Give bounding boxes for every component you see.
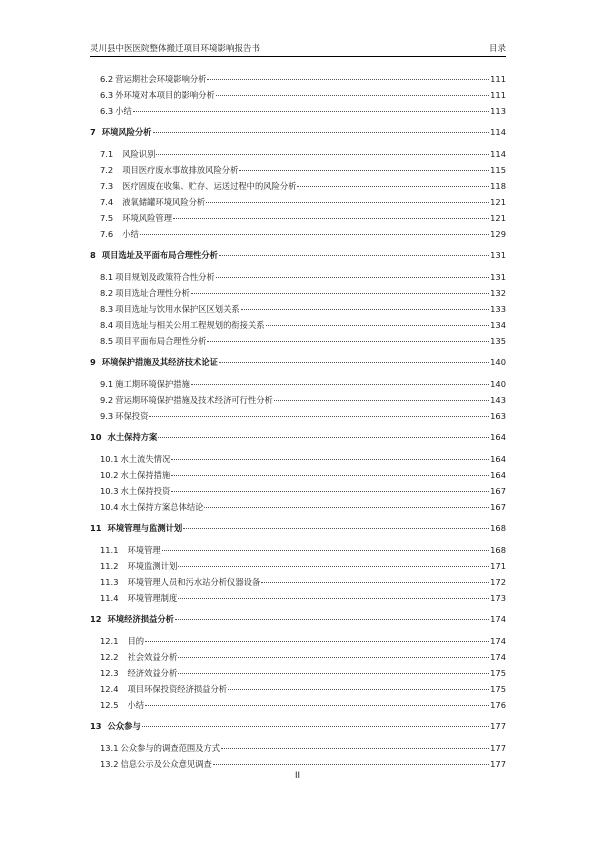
dot-leader (173, 218, 489, 219)
toc-entry-title: 环境监测计划 (127, 561, 178, 571)
toc-entry-title: 信息公示及公众意见调查 (120, 759, 212, 769)
toc-entry-title: 环境经济损益分析 (107, 614, 174, 624)
toc-section-entry[interactable] (90, 195, 506, 210)
toc-entry-page: 172 (490, 577, 506, 587)
toc-entry-title: 医疗固废在收集、贮存、运送过程中的风险分析 (122, 181, 297, 191)
toc-entry-number: 13.2 (100, 759, 119, 769)
toc-entry-number: 10.4 (100, 502, 119, 512)
dot-leader (216, 277, 489, 278)
page-number: II (294, 771, 300, 781)
toc-entry-title: 环境管理制度 (127, 593, 178, 603)
toc-entry-title: 项目规划及政策符合性分析 (115, 272, 215, 282)
toc-entry-number: 11.4 (100, 593, 119, 603)
toc-entry-number: 7.5 (100, 213, 114, 223)
toc-section-entry[interactable] (90, 104, 506, 119)
toc-entry-number: 8.5 (100, 336, 114, 346)
dot-leader (219, 255, 489, 256)
toc-entry-number: 12 (90, 614, 102, 624)
toc-entry-title: 液氧储罐环境风险分析 (122, 197, 206, 207)
toc-chapter-entry[interactable] (90, 430, 506, 445)
dot-leader (241, 309, 489, 310)
dot-leader (171, 475, 489, 476)
toc-entry-number: 7.4 (100, 197, 114, 207)
toc-section-entry[interactable] (90, 227, 506, 242)
toc-entry-page: 121 (490, 213, 506, 223)
toc-entry-page: 175 (490, 684, 506, 694)
toc-entry-page: 177 (490, 759, 506, 769)
toc-entry-page: 176 (490, 700, 506, 710)
toc-entry-page: 129 (490, 229, 506, 239)
toc-entry-number: 9.2 (100, 395, 114, 405)
toc-entry-page: 132 (490, 288, 506, 298)
dot-leader (274, 400, 489, 401)
toc-entry-page: 164 (490, 470, 506, 480)
dot-leader (175, 619, 489, 620)
toc-entry-title: 项目选址与相关公用工程规划的衔接关系 (115, 320, 265, 330)
toc-entry-number: 7.3 (100, 181, 114, 191)
toc-section-entry[interactable] (90, 409, 506, 424)
toc-section-entry[interactable] (90, 334, 506, 349)
toc-entry-title: 外环境对本项目的影响分析 (115, 90, 215, 100)
toc-section-entry[interactable] (90, 270, 506, 285)
dot-leader (178, 657, 489, 658)
toc-entry-page: 168 (490, 523, 506, 533)
dot-leader (140, 234, 489, 235)
toc-entry-title: 营运期环境保护措施及技术经济可行性分析 (115, 395, 273, 405)
dot-leader (153, 132, 490, 133)
toc-entry-title: 施工期环境保护措施 (115, 379, 190, 389)
table-of-contents (90, 71, 506, 772)
toc-entry-number: 8.2 (100, 288, 114, 298)
toc-chapter-entry[interactable] (90, 125, 506, 140)
toc-entry-page: 111 (490, 90, 506, 100)
page-header (90, 40, 506, 57)
toc-entry-number: 6.3 (100, 90, 114, 100)
dot-leader (162, 550, 489, 551)
toc-entry-page: 115 (490, 165, 506, 175)
toc-section-entry[interactable] (90, 591, 506, 606)
toc-section-entry[interactable] (90, 575, 506, 590)
toc-section-entry[interactable] (90, 698, 506, 713)
toc-entry-page: 175 (490, 668, 506, 678)
toc-section-entry[interactable] (90, 543, 506, 558)
toc-section-entry[interactable] (90, 666, 506, 681)
toc-entry-title: 风险识别 (122, 149, 156, 159)
dot-leader (171, 491, 489, 492)
dot-leader (213, 764, 489, 765)
dot-leader (171, 459, 489, 460)
toc-entry-number: 6.2 (100, 74, 114, 84)
dot-leader (239, 170, 489, 171)
toc-entry-title: 环境风险管理 (122, 213, 172, 223)
toc-entry-number: 10.2 (100, 470, 119, 480)
toc-entry-number: 10 (90, 432, 102, 442)
toc-section-entry[interactable] (90, 484, 506, 499)
toc-entry-page: 121 (490, 197, 506, 207)
toc-entry-title: 环境管理与监测计划 (107, 523, 183, 533)
toc-entry-title: 项目医疗废水事故排放风险分析 (122, 165, 239, 175)
toc-entry-title: 水土流失情况 (120, 454, 171, 464)
toc-entry-number: 8 (90, 250, 96, 260)
toc-section-entry[interactable] (90, 650, 506, 665)
toc-entry-number: 8.1 (100, 272, 114, 282)
toc-section-entry[interactable] (90, 147, 506, 162)
toc-entry-number: 10.3 (100, 486, 119, 496)
toc-section-entry[interactable] (90, 88, 506, 103)
dot-leader (191, 293, 489, 294)
toc-entry-page: 163 (490, 411, 506, 421)
toc-section-entry[interactable] (90, 393, 506, 408)
toc-entry-title: 环境管理 (127, 545, 161, 555)
toc-entry-number: 9.3 (100, 411, 114, 421)
toc-entry-title: 社会效益分析 (127, 652, 178, 662)
toc-entry-title: 水土保持方案总体结论 (120, 502, 204, 512)
toc-entry-page: 135 (490, 336, 506, 346)
toc-section-entry[interactable] (90, 500, 506, 515)
toc-entry-page: 173 (490, 593, 506, 603)
toc-entry-page: 167 (490, 502, 506, 512)
toc-chapter-entry[interactable] (90, 612, 506, 627)
toc-entry-number: 12.4 (100, 684, 119, 694)
toc-entry-page: 174 (490, 614, 506, 624)
toc-entry-number: 11.1 (100, 545, 119, 555)
toc-entry-number: 7.1 (100, 149, 114, 159)
toc-section-entry[interactable] (90, 468, 506, 483)
dot-leader (261, 582, 489, 583)
toc-entry-number: 11 (90, 523, 102, 533)
toc-entry-title: 项目平面布局合理性分析 (115, 336, 207, 346)
dot-leader (145, 641, 489, 642)
toc-entry-number: 9 (90, 357, 96, 367)
toc-entry-page: 113 (490, 106, 506, 116)
toc-entry-number: 10.1 (100, 454, 119, 464)
toc-entry-number: 7 (90, 127, 96, 137)
toc-entry-title: 营运期社会环境影响分析 (115, 74, 207, 84)
toc-entry-number: 13.1 (100, 743, 119, 753)
toc-entry-number: 6.3 (100, 106, 114, 116)
toc-entry-number: 11.3 (100, 577, 119, 587)
toc-entry-page: 164 (490, 432, 506, 442)
toc-entry-page: 131 (490, 272, 506, 282)
dot-leader (206, 202, 489, 203)
toc-entry-page: 118 (490, 181, 506, 191)
toc-entry-title: 水土保持措施 (120, 470, 171, 480)
toc-entry-page: 177 (490, 721, 506, 731)
dot-leader (228, 689, 489, 690)
toc-entry-page: 177 (490, 743, 506, 753)
toc-entry-title: 目的 (127, 636, 145, 646)
toc-entry-title: 公众参与 (107, 721, 141, 731)
dot-leader (133, 111, 489, 112)
toc-entry-title: 项目选址合理性分析 (115, 288, 190, 298)
toc-entry-title: 水土保持投资 (120, 486, 171, 496)
toc-entry-page: 171 (490, 561, 506, 571)
toc-entry-title: 环境风险分析 (101, 127, 152, 137)
toc-section-entry[interactable] (90, 377, 506, 392)
toc-entry-title: 项目选址及平面布局合理性分析 (101, 250, 218, 260)
toc-entry-page: 111 (490, 74, 506, 84)
dot-leader (204, 507, 489, 508)
toc-entry-number: 8.3 (100, 304, 114, 314)
toc-section-entry[interactable] (90, 179, 506, 194)
toc-chapter-entry[interactable] (90, 248, 506, 263)
toc-section-entry[interactable] (90, 163, 506, 178)
toc-entry-title: 环保投资 (115, 411, 149, 421)
toc-entry-number: 7.2 (100, 165, 114, 175)
toc-section-entry[interactable] (90, 302, 506, 317)
toc-entry-page: 164 (490, 454, 506, 464)
toc-entry-page: 143 (490, 395, 506, 405)
dot-leader (191, 384, 489, 385)
toc-entry-title: 公众参与的调查范围及方式 (120, 743, 221, 753)
toc-entry-title: 小结 (127, 700, 145, 710)
toc-section-entry[interactable] (90, 211, 506, 226)
dot-leader (142, 726, 489, 727)
dot-leader (207, 79, 489, 80)
toc-section-entry[interactable] (90, 286, 506, 301)
toc-entry-number: 9.1 (100, 379, 114, 389)
dot-leader (178, 566, 489, 567)
toc-entry-number: 11.2 (100, 561, 119, 571)
toc-entry-number: 12.2 (100, 652, 119, 662)
toc-entry-page: 131 (490, 250, 506, 260)
toc-entry-number: 12.3 (100, 668, 119, 678)
toc-section-entry[interactable] (90, 452, 506, 467)
toc-entry-page: 140 (490, 379, 506, 389)
toc-entry-title: 小结 (115, 106, 132, 116)
toc-entry-title: 环境管理人员和污水站分析仪器设备 (127, 577, 261, 587)
toc-entry-page: 134 (490, 320, 506, 330)
section-label: 目录 (488, 44, 506, 54)
dot-leader (178, 673, 489, 674)
toc-entry-title: 环境保护措施及其经济技术论证 (101, 357, 218, 367)
toc-entry-title: 小结 (122, 229, 139, 239)
dot-leader (266, 325, 490, 326)
toc-entry-page: 174 (490, 636, 506, 646)
toc-entry-number: 13 (90, 721, 102, 731)
toc-section-entry[interactable] (90, 741, 506, 756)
toc-entry-number: 12.5 (100, 700, 119, 710)
toc-section-entry[interactable] (90, 682, 506, 697)
toc-section-entry[interactable] (90, 559, 506, 574)
toc-chapter-entry[interactable] (90, 719, 506, 734)
dot-leader (145, 705, 489, 706)
dot-leader (156, 154, 489, 155)
dot-leader (183, 528, 489, 529)
toc-section-entry[interactable] (90, 757, 506, 772)
toc-section-entry[interactable] (90, 318, 506, 333)
toc-entry-page: 140 (490, 357, 506, 367)
dot-leader (297, 186, 489, 187)
toc-entry-page: 133 (490, 304, 506, 314)
dot-leader (216, 95, 489, 96)
dot-leader (158, 437, 489, 438)
dot-leader (207, 341, 489, 342)
toc-entry-number: 8.4 (100, 320, 114, 330)
toc-entry-title: 项目选址与饮用水保护区区划关系 (115, 304, 240, 314)
toc-chapter-entry[interactable] (90, 521, 506, 536)
dot-leader (178, 598, 489, 599)
toc-entry-page: 114 (490, 127, 506, 137)
toc-section-entry[interactable] (90, 72, 506, 87)
toc-entry-title: 项目环保投资经济损益分析 (127, 684, 228, 694)
toc-entry-number: 12.1 (100, 636, 119, 646)
toc-entry-number: 7.6 (100, 229, 114, 239)
dot-leader (149, 416, 489, 417)
toc-entry-page: 168 (490, 545, 506, 555)
toc-entry-title: 经济效益分析 (127, 668, 178, 678)
toc-entry-page: 167 (490, 486, 506, 496)
toc-entry-page: 174 (490, 652, 506, 662)
dot-leader (219, 362, 489, 363)
toc-entry-title: 水土保持方案 (107, 432, 158, 442)
toc-entry-page: 114 (490, 149, 506, 159)
dot-leader (221, 748, 489, 749)
toc-section-entry[interactable] (90, 634, 506, 649)
toc-chapter-entry[interactable] (90, 355, 506, 370)
document-title: 灵川县中医医院整体搬迁项目环境影响报告书 (90, 44, 261, 54)
